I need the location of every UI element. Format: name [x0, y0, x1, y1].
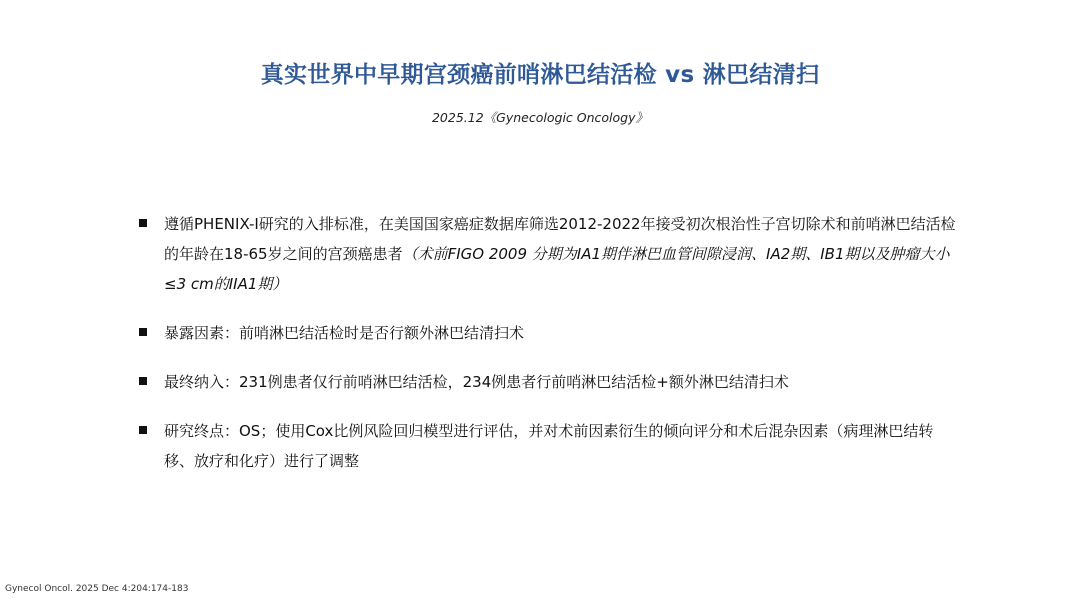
square-bullet-icon — [139, 426, 147, 434]
bullet-note: （术前FIGO 2009 分期为IA1期伴淋巴血管间隙浸润、IA2期、IB1期以及肿瘤大小≤3 cm的IIA1期） — [164, 245, 950, 293]
bullet-list — [138, 209, 960, 476]
citation-footnote: Gynecol Oncol. 2025 Dec 4:204:174-183 — [5, 584, 189, 594]
square-bullet-icon — [139, 219, 147, 227]
bullet-item-exposure — [138, 318, 960, 348]
bullet-item-inclusion-criteria — [138, 209, 960, 299]
bullet-text: 最终纳入：231例患者仅行前哨淋巴结活检，234例患者行前哨淋巴结活检+额外淋巴结清扫术 — [164, 373, 789, 391]
square-bullet-icon — [139, 377, 147, 385]
bullet-item-endpoint — [138, 416, 960, 476]
bullet-text: 遵循PHENIX-I研究的入排标准，在美国国家癌症数据库筛选2012-2022年接受初次根治性子宫切除术和前哨淋巴结活检的年龄在18-65岁之间的宫颈癌患者 — [164, 215, 956, 263]
slide-subtitle: 2025.12《Gynecologic Oncology》 — [431, 110, 649, 125]
bullet-text: 暴露因素：前哨淋巴结活检时是否行额外淋巴结清扫术 — [164, 324, 525, 342]
square-bullet-icon — [139, 328, 147, 336]
slide-title: 真实世界中早期宫颈癌前哨淋巴结活检 vs 淋巴结清扫 — [260, 62, 820, 88]
bullet-item-enrollment — [138, 367, 960, 397]
bullet-text: 研究终点：OS；使用Cox比例风险回归模型进行评估，并对术前因素衍生的倾向评分和术后混杂因素（病理淋巴结转移、放疗和化疗）进行了调整 — [164, 422, 934, 470]
